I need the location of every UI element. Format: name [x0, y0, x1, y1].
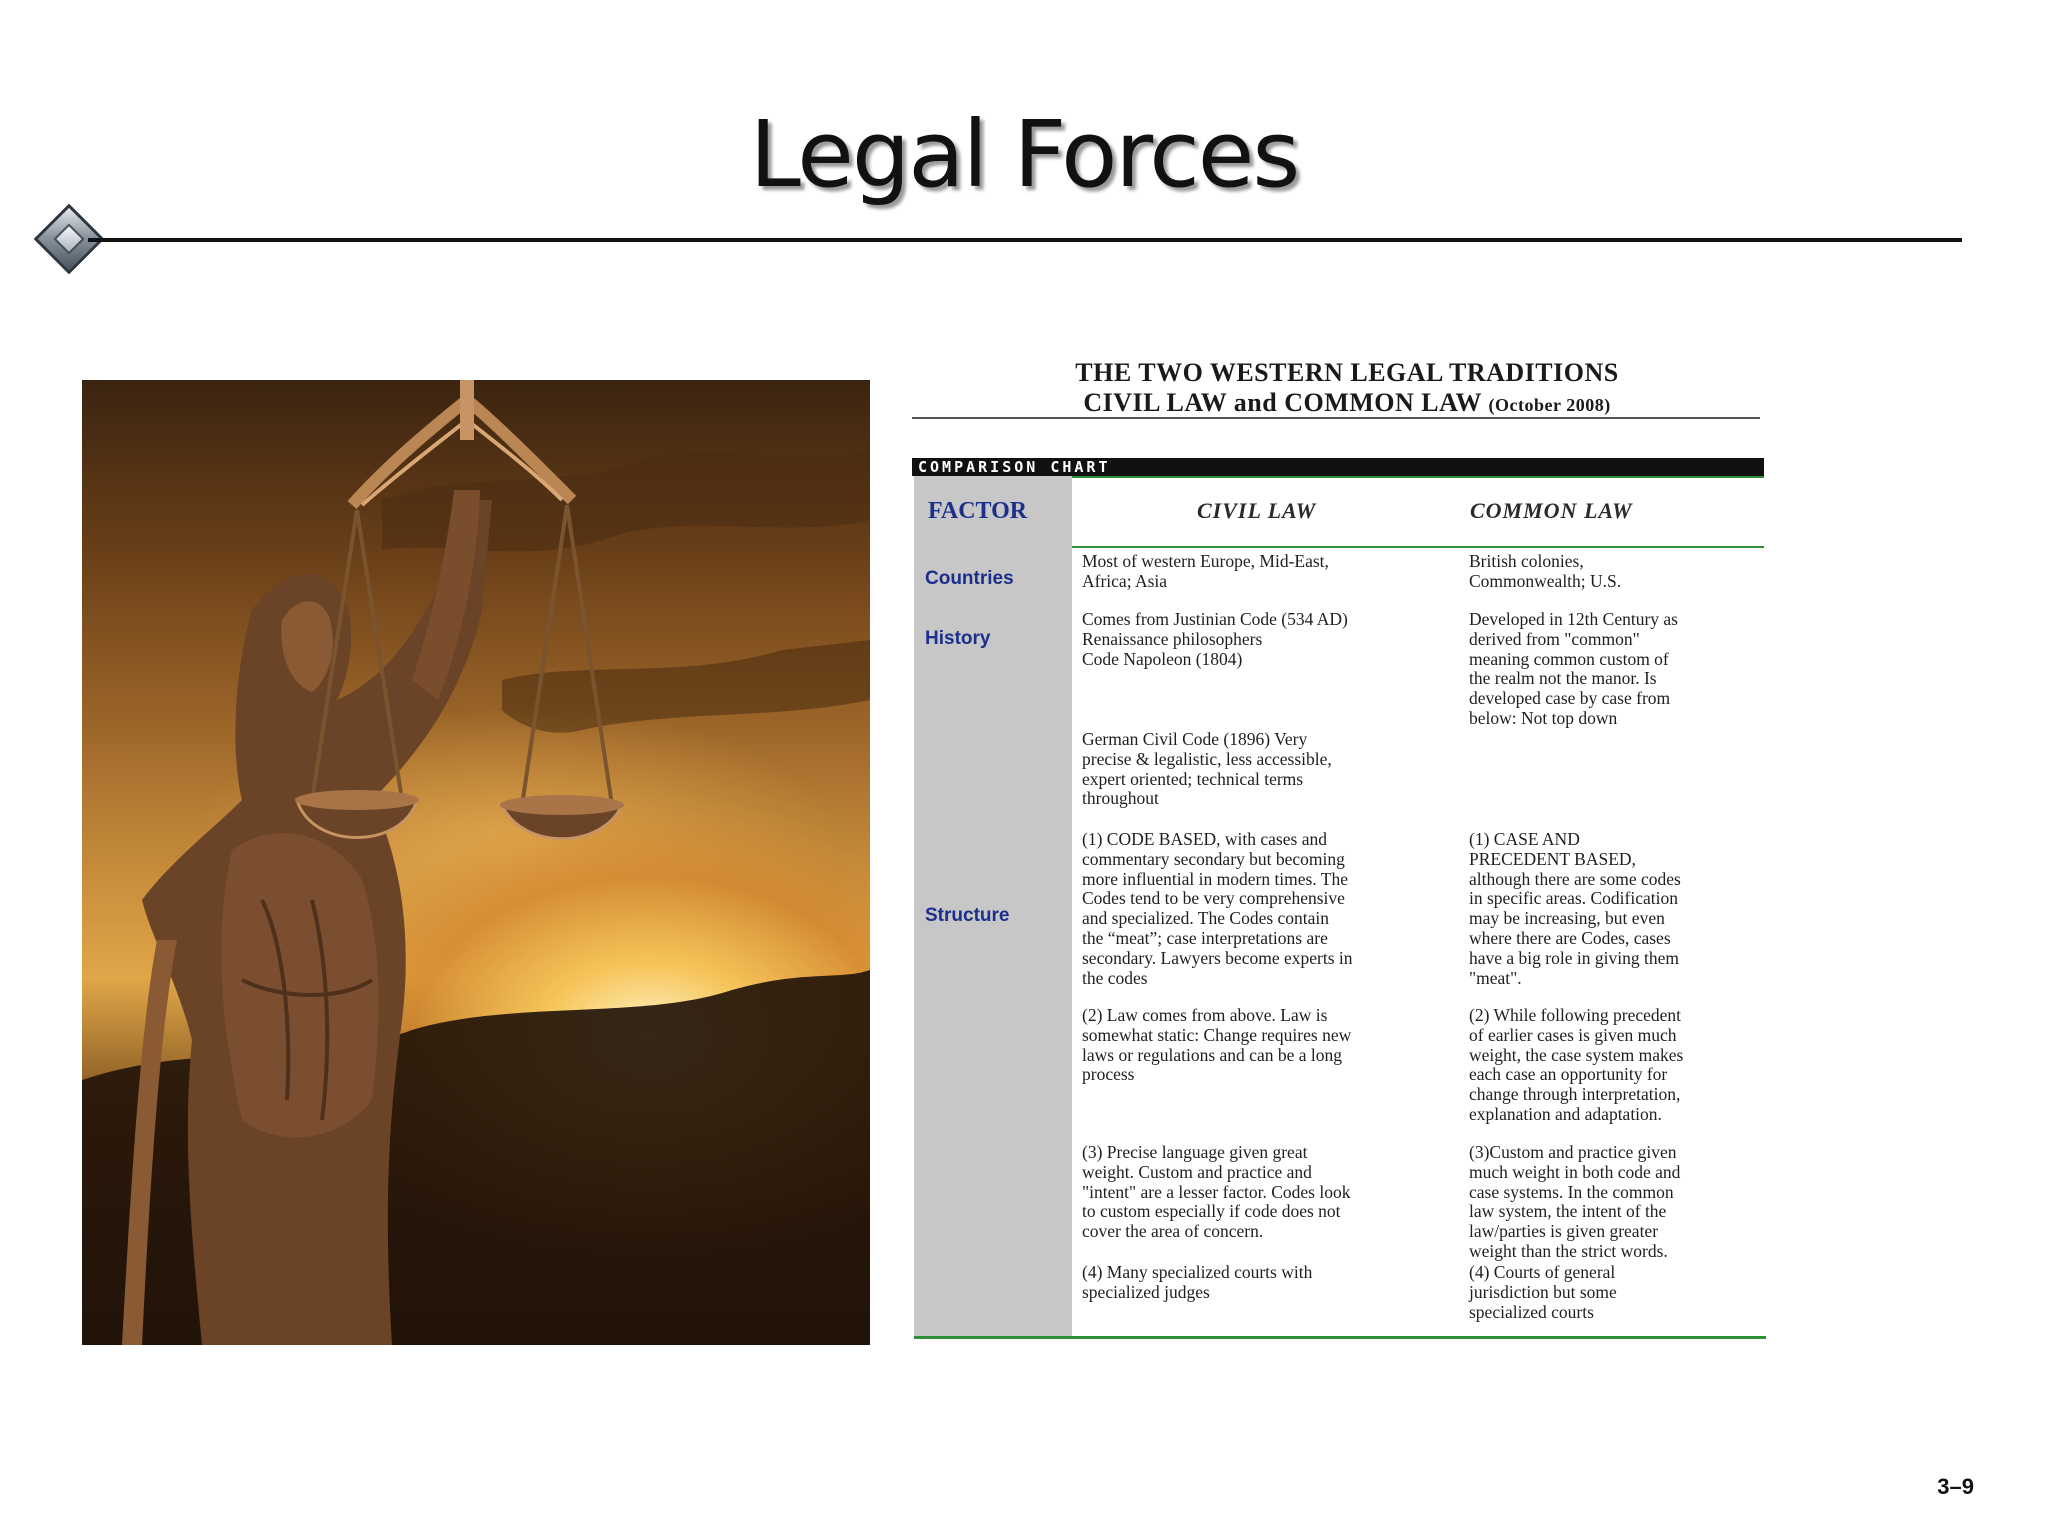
document-title-main: CIVIL LAW and COMMON LAW [1083, 388, 1482, 417]
structure-common-cell-3: (3)Custom and practice given much weight in both code and case systems. In the common law system, the intent of the law/parties is given greater weight than the strict words. [1469, 1142, 1681, 1261]
history-civil-cell-1: Comes from Justinian Code (534 AD) Renaissance philosophers Code Napoleon (1804) [1082, 609, 1348, 669]
structure-common-cell-4: (4) Courts of general jurisdiction but some specialized courts [1469, 1262, 1617, 1322]
history-common-cell: Developed in 12th Century as derived from "common" meaning common custom of the realm not the manor. Is developed case by case from below: Not top down [1469, 609, 1678, 728]
common-law-header: COMMON LAW [1470, 498, 1633, 523]
table-bottom-rule [914, 1336, 1766, 1339]
structure-common-cell-1: (1) CASE AND PRECEDENT BASED, although there are some codes in specific areas. Codification may be increasing, but even where there are Codes, cases have a big role in giving them "meat". [1469, 829, 1681, 988]
row-label-history: History [925, 628, 991, 649]
document-title-date: (October 2008) [1488, 395, 1611, 415]
countries-civil-cell: Most of western Europe, Mid-East, Africa; Asia [1082, 551, 1329, 591]
factor-header: FACTOR [928, 498, 1028, 524]
row-label-structure: Structure [925, 905, 1010, 926]
history-civil-cell-2: German Civil Code (1896) Very precise & legalistic, less accessible, expert oriented; technical terms throughout [1082, 729, 1332, 809]
slide-title: Legal Forces [749, 101, 1299, 208]
document-title-rule [912, 417, 1760, 419]
comparison-chart-bar: COMPARISON CHART [912, 458, 1764, 476]
page-number: 3–9 [1937, 1474, 1974, 1499]
row-label-countries: Countries [925, 568, 1014, 589]
header-bottom-rule [1072, 546, 1764, 548]
civil-law-header: CIVIL LAW [1197, 498, 1317, 523]
structure-civil-cell-2: (2) Law comes from above. Law is somewhat static: Change requires new laws or regulations and can be a long process [1082, 1005, 1352, 1085]
lady-justice-illustration [82, 380, 870, 1345]
header-top-rule [1072, 476, 1764, 478]
structure-common-cell-2: (2) While following precedent of earlier cases is given much weight, the case system makes each case an opportunity for change through interpretation, explanation and adaptation. [1469, 1005, 1684, 1124]
document-title-line-1: THE TWO WESTERN LEGAL TRADITIONS [1075, 358, 1619, 387]
document-title-line-2 [912, 388, 1782, 418]
structure-civil-cell-4: (4) Many specialized courts with specialized judges [1082, 1262, 1313, 1302]
structure-civil-cell-1: (1) CODE BASED, with cases and commentary secondary but becoming more influential in modern times. The Codes tend to be very comprehensive and specialized. The Codes contain the “meat”; case interpretations are secondary. Lawyers become experts in the codes [1082, 829, 1353, 988]
countries-common-cell: British colonies, Commonwealth; U.S. [1469, 551, 1622, 591]
structure-civil-cell-3: (3) Precise language given great weight. Custom and practice and "intent" are a lesser factor. Codes look to custom especially if code does not cover the area of concern. [1082, 1142, 1351, 1242]
title-divider [88, 238, 1962, 242]
lady-justice-photo [82, 380, 870, 1345]
